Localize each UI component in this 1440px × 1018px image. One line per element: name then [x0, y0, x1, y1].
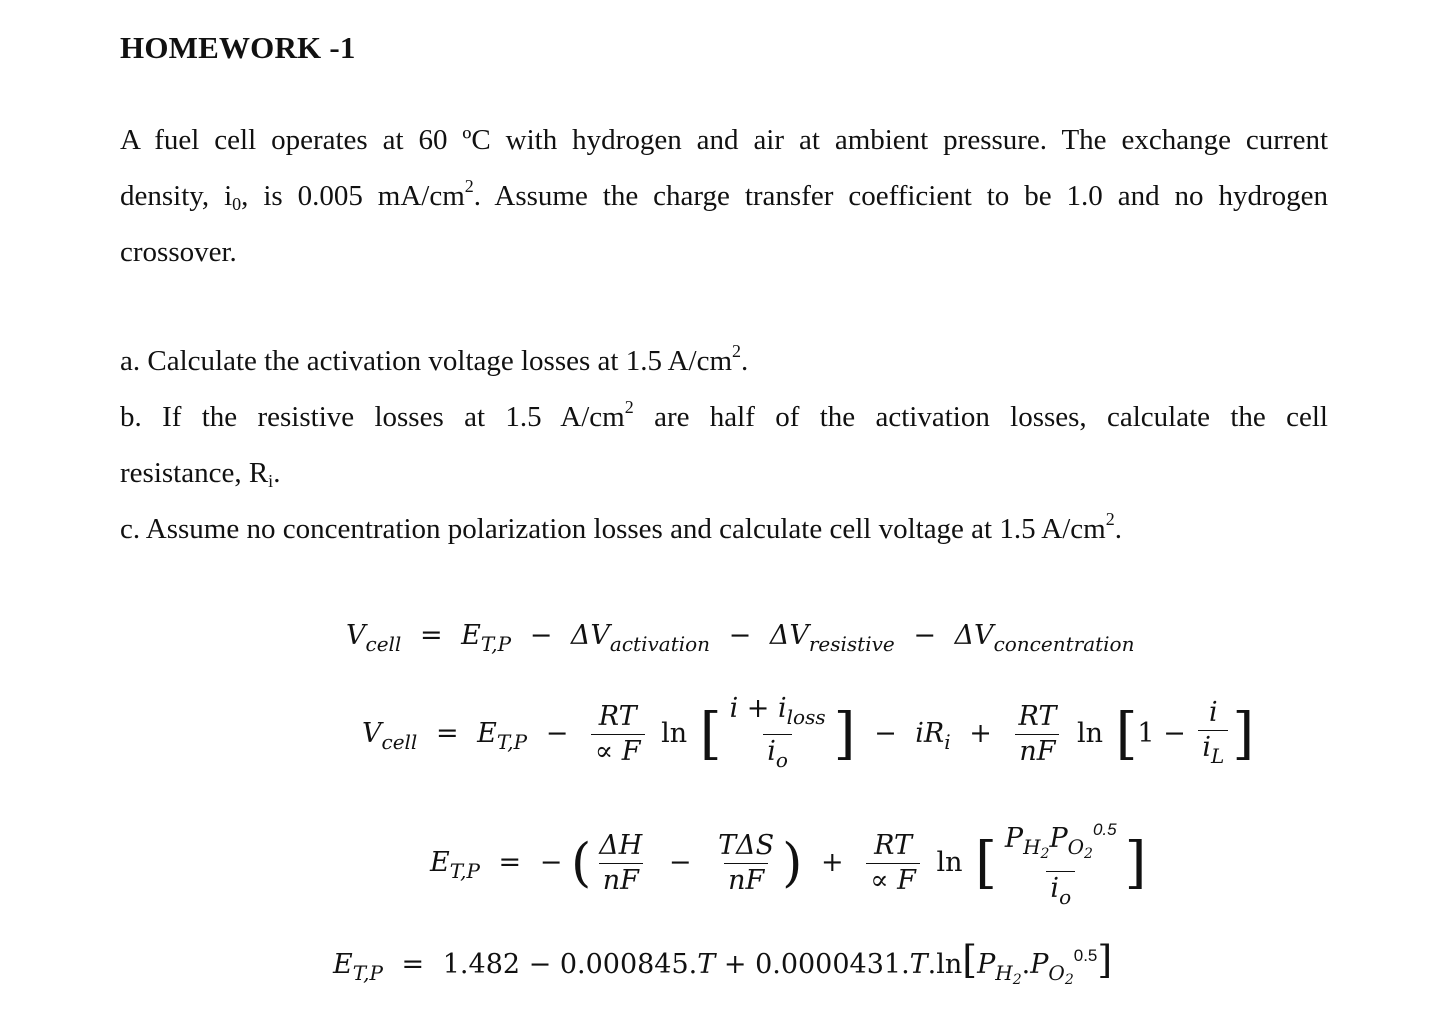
question-b-continued: resistance, $R_i$. — [120, 457, 281, 491]
fraction-current-over-exchange: $\frac{i + i_{loss}}{i_o}$ — [726, 694, 830, 775]
equation-cell-voltage-losses: $V_{cell} = E_{T,P} - \Delta V_{activation} - \Delta V_{resistive} - \Delta V_{concentration}$ — [346, 620, 1135, 656]
questions-list — [120, 333, 1328, 557]
fraction-tds-over-nf: $\frac{\text{TΔS}}{nF}$ — [718, 830, 775, 896]
equation-cell-voltage-expanded: $V_{cell} = E_{T,P}$ − $\frac{RT}{\propto F}$ ln [ $\frac{i + i_{loss}}{i_o}$ ] − $iR_i$ + $\frac{RT}{nF}$ ln [1 − $\frac{i}{i_L}$ ] — [362, 694, 1254, 775]
statement-line-1: A fuel cell operates at 60 ºC with hydrogen and air at ambient pressure. The exchange current — [120, 124, 1328, 156]
fraction-rt-over-alpha-f: $\frac{RT}{\propto F}$ — [591, 702, 645, 767]
question-a: a. Calculate the activation voltage losses at 1.5 $A/cm^2$. — [120, 341, 749, 377]
homework-title: HOMEWORK -1 — [120, 30, 356, 65]
equation-reversible-potential: $E_{T,P}$ = − ( $\frac{\Delta H}{nF}$ − $\frac{\text{TΔS}}{nF}$ ) + $\frac{RT}{\propto F}$ ln [ $\frac{P_{H_2}P_{O_2}^{0.5}}{i_o}$ ] — [430, 815, 1146, 912]
statement-line-3: crossover. — [120, 236, 237, 268]
fraction-pressures-over-io: $\frac{P_{H_2}P_{O_2}^{0.5}}{i_o}$ — [1001, 815, 1121, 912]
question-c: c. Assume no concentration polarization losses and calculate cell voltage at 1.5 $A/cm^2$. — [120, 509, 1122, 545]
fraction-i-over-il: $\frac{i}{i_L}$ — [1198, 698, 1228, 771]
question-b: b. If the resistive losses at 1.5 $A/cm^2$ are half of the activation losses, calculate the cell — [120, 397, 1328, 433]
problem-statement — [120, 112, 1328, 280]
equation-reversible-potential-numeric: $E_{T,P} = 1.482 - 0.000845.T + 0.0000431.T.\ln[P_{H_2}.P_{O_2}^{0.5}]$ — [333, 938, 1113, 988]
fraction-rt-over-alpha-f-2: $\frac{RT}{\propto F}$ — [866, 831, 920, 896]
fraction-rt-over-nf: $\frac{RT}{nF}$ — [1014, 702, 1060, 767]
statement-line-2: density, $i_0$, is 0.005 $mA/cm^2$. Assume the charge transfer coefficient to be 1.0 and no hydrogen — [120, 176, 1328, 214]
fraction-dh-over-nf: $\frac{\Delta H}{nF}$ — [599, 830, 643, 896]
